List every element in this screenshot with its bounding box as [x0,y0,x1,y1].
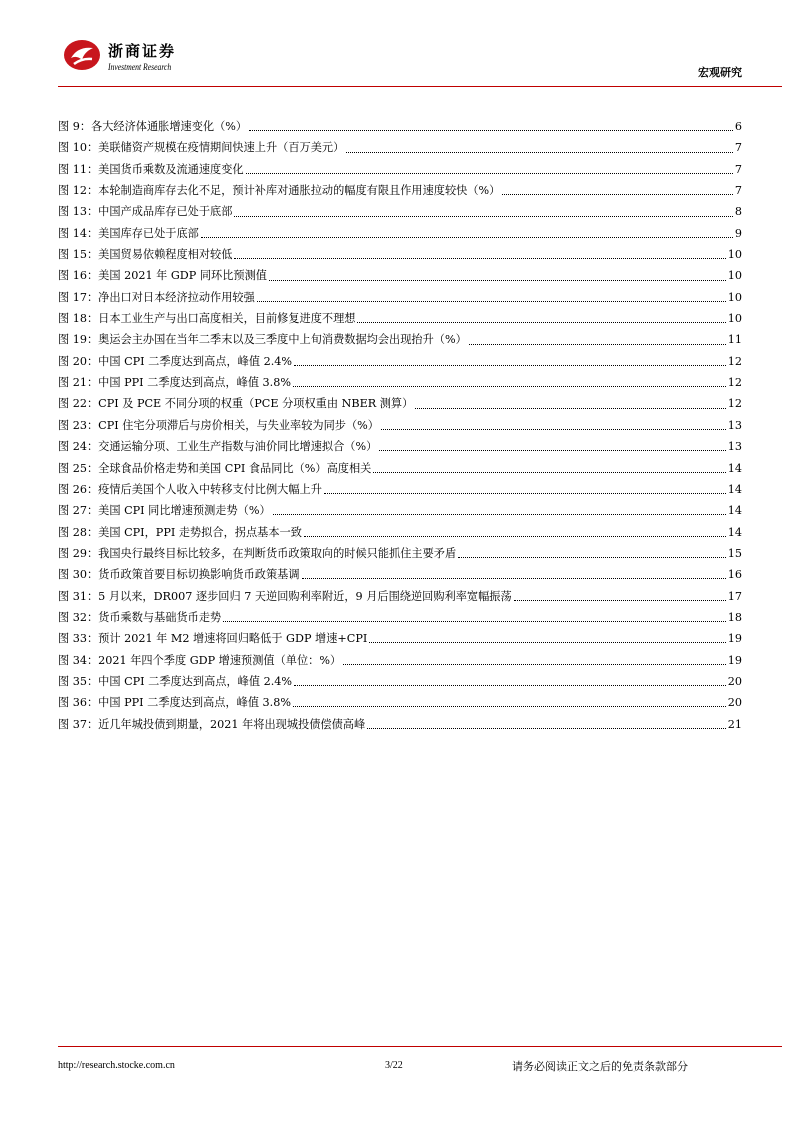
toc-entry-page: 6 [734,120,742,133]
toc-entry-label: 图 36：中国 PPI 二季度达到高点，峰值 3.8% [58,696,291,710]
toc-leader-dots [293,706,726,707]
brokerage-logo-icon [62,38,102,72]
toc-leader-dots [458,557,726,558]
toc-leader-dots [381,429,726,430]
toc-entry-label: 图 25：全球食品价格走势和美国 CPI 食品同比（%）高度相关 [58,461,372,475]
toc-entry[interactable] [58,436,742,457]
toc-leader-dots [514,600,726,601]
toc-entry-page: 8 [734,205,742,219]
toc-entry-label: 图 33：预计 2021 年 M2 增速将回归略低于 GDP 增速+CPI [58,632,368,646]
page-header [0,0,800,90]
toc-entry-label: 图 34：2021 年四个季度 GDP 增速预测值（单位：%） [58,653,342,667]
toc-entry[interactable] [58,116,742,137]
toc-entry[interactable] [58,714,742,735]
toc-entry-page: 17 [727,589,742,603]
toc-entry-page: 10 [727,312,742,326]
toc-entry-page: 10 [727,269,742,283]
toc-entry-page: 19 [727,632,742,646]
toc-entry-label: 图 26：疫情后美国个人收入中转移支付比例大幅上升 [58,482,322,496]
toc-entry-page: 11 [727,333,742,347]
toc-entry-page: 12 [727,354,742,368]
brand-name: 浙商证券 [108,42,177,60]
toc-entry[interactable] [58,500,742,521]
toc-entry[interactable] [58,650,742,671]
toc-entry-page: 20 [727,696,742,710]
toc-entry-label: 图 32：货币乘数与基础货币走势 [58,610,222,624]
toc-leader-dots [324,493,726,494]
toc-entry-label: 图 18：日本工业生产与出口高度相关，目前修复进度不理想 [58,312,356,326]
toc-entry-page: 7 [734,184,742,198]
toc-entry[interactable] [58,393,742,414]
toc-entry-label: 图 14：美国库存已处于底部 [58,226,199,240]
toc-leader-dots [257,301,726,302]
toc-entry-label: 图 30：货币政策首要目标切换影响货币政策基调 [58,568,300,582]
toc-entry-page: 10 [727,290,742,304]
page-number: 3/22 [385,1060,403,1071]
toc-entry[interactable] [58,329,742,350]
toc-leader-dots [415,408,725,409]
toc-entry-label: 图 27：美国 CPI 同比增速预测走势（%） [58,504,271,518]
toc-entry[interactable] [58,628,742,649]
toc-entry-page: 21 [727,717,742,731]
toc-leader-dots [273,514,726,515]
toc-entry-page: 14 [727,482,742,496]
toc-entry[interactable] [58,180,742,201]
brand-subtitle: Investment Research [108,62,172,72]
toc-leader-dots [373,472,725,473]
toc-entry[interactable] [58,351,742,372]
footer-divider [58,1046,782,1047]
toc-entry-label: 图 37：近几年城投债到期量，2021 年将出现城投债偿债高峰 [58,717,366,731]
toc-entry[interactable] [58,564,742,585]
figure-index-list [58,116,742,735]
toc-entry-page: 7 [734,141,742,155]
toc-entry-label: 图 28：美国 CPI，PPI 走势拟合，拐点基本一致 [58,525,302,539]
toc-entry-page: 10 [727,248,742,262]
toc-leader-dots [304,536,726,537]
toc-entry[interactable] [58,372,742,393]
toc-entry-page: 16 [727,568,742,582]
section-label: 宏观研究 [698,66,742,79]
toc-leader-dots [502,194,733,195]
toc-entry[interactable] [58,607,742,628]
toc-entry-label: 图 24：交通运输分项、工业生产指数与油价同比增速拟合（%） [58,440,378,454]
toc-entry-page: 14 [727,525,742,539]
toc-entry-label: 图 19：奥运会主办国在当年二季末以及三季度中上旬消费数据均会出现抬升（%） [58,333,467,347]
toc-leader-dots [357,322,725,323]
toc-entry-page: 9 [734,226,742,240]
toc-leader-dots [249,130,733,131]
toc-entry[interactable] [58,223,742,244]
toc-leader-dots [294,365,726,366]
toc-entry[interactable] [58,137,742,158]
toc-entry[interactable] [58,265,742,286]
toc-entry-label: 图 15：美国贸易依赖程度相对较低 [58,248,233,262]
toc-leader-dots [302,578,726,579]
toc-entry[interactable] [58,201,742,222]
toc-leader-dots [369,642,725,643]
toc-leader-dots [293,386,726,387]
toc-leader-dots [379,450,725,451]
toc-entry-page: 7 [734,162,742,176]
toc-entry-label: 图 12：本轮制造商库存去化不足，预计补库对通胀拉动的幅度有限且作用速度较快（%） [58,184,501,198]
footer-url[interactable]: http://research.stocke.com.cn [58,1060,175,1071]
toc-leader-dots [294,685,726,686]
toc-entry[interactable] [58,159,742,180]
toc-entry-label: 图 29：我国央行最终目标比较多，在判断货币政策取向的时候只能抓住主要矛盾 [58,546,457,560]
toc-entry-label: 图 16：美国 2021 年 GDP 同环比预测值 [58,269,267,283]
toc-leader-dots [234,216,732,217]
toc-entry[interactable] [58,308,742,329]
toc-entry-page: 13 [727,440,742,454]
toc-entry-page: 12 [727,376,742,390]
toc-entry[interactable] [58,586,742,607]
toc-entry-label: 图 17：净出口对日本经济拉动作用较强 [58,290,255,304]
toc-entry-label: 图 21：中国 PPI 二季度达到高点，峰值 3.8% [58,376,291,390]
toc-entry-page: 18 [727,610,742,624]
toc-entry[interactable] [58,692,742,713]
toc-entry-label: 图 10：美联储资产规模在疫情期间快速上升（百万美元） [58,141,345,155]
disclaimer-note: 请务必阅读正文之后的免责条款部分 [512,1060,688,1073]
toc-entry-label: 图 23：CPI 住宅分项滞后与房价相关，与失业率较为同步（%） [58,418,379,432]
toc-entry[interactable] [58,415,742,436]
toc-entry-page: 15 [727,546,742,560]
toc-entry[interactable] [58,287,742,308]
toc-entry-label: 图 9：各大经济体通胀增速变化（%） [58,120,248,133]
toc-entry[interactable] [58,671,742,692]
toc-leader-dots [234,258,725,259]
toc-entry-page: 12 [727,397,742,411]
toc-leader-dots [269,280,726,281]
toc-entry-label: 图 13：中国产成品库存已处于底部 [58,205,233,219]
toc-entry[interactable] [58,543,742,564]
toc-entry-page: 20 [727,674,742,688]
toc-entry[interactable] [58,522,742,543]
toc-entry-page: 19 [727,653,742,667]
toc-leader-dots [201,237,733,238]
toc-entry-label: 图 22：CPI 及 PCE 不同分项的权重（PCE 分项权重由 NBER 测算） [58,397,414,411]
toc-leader-dots [223,621,726,622]
toc-entry-label: 图 35：中国 CPI 二季度达到高点，峰值 2.4% [58,674,293,688]
toc-leader-dots [469,344,726,345]
toc-entry[interactable] [58,479,742,500]
toc-leader-dots [343,664,726,665]
toc-entry-page: 14 [727,461,742,475]
header-divider [58,86,782,87]
toc-entry-label: 图 31：5 月以来，DR007 逐步回归 7 天逆回购利率附近，9 月后围绕逆回购利率宽幅振荡 [58,589,512,603]
toc-entry[interactable] [58,244,742,265]
toc-entry-page: 14 [727,504,742,518]
toc-leader-dots [367,728,726,729]
toc-entry[interactable] [58,458,742,479]
toc-entry-label: 图 11：美国货币乘数及流通速度变化 [58,162,244,176]
toc-leader-dots [346,152,733,153]
toc-leader-dots [246,173,733,174]
toc-entry-label: 图 20：中国 CPI 二季度达到高点，峰值 2.4% [58,354,293,368]
toc-entry-page: 13 [727,418,742,432]
